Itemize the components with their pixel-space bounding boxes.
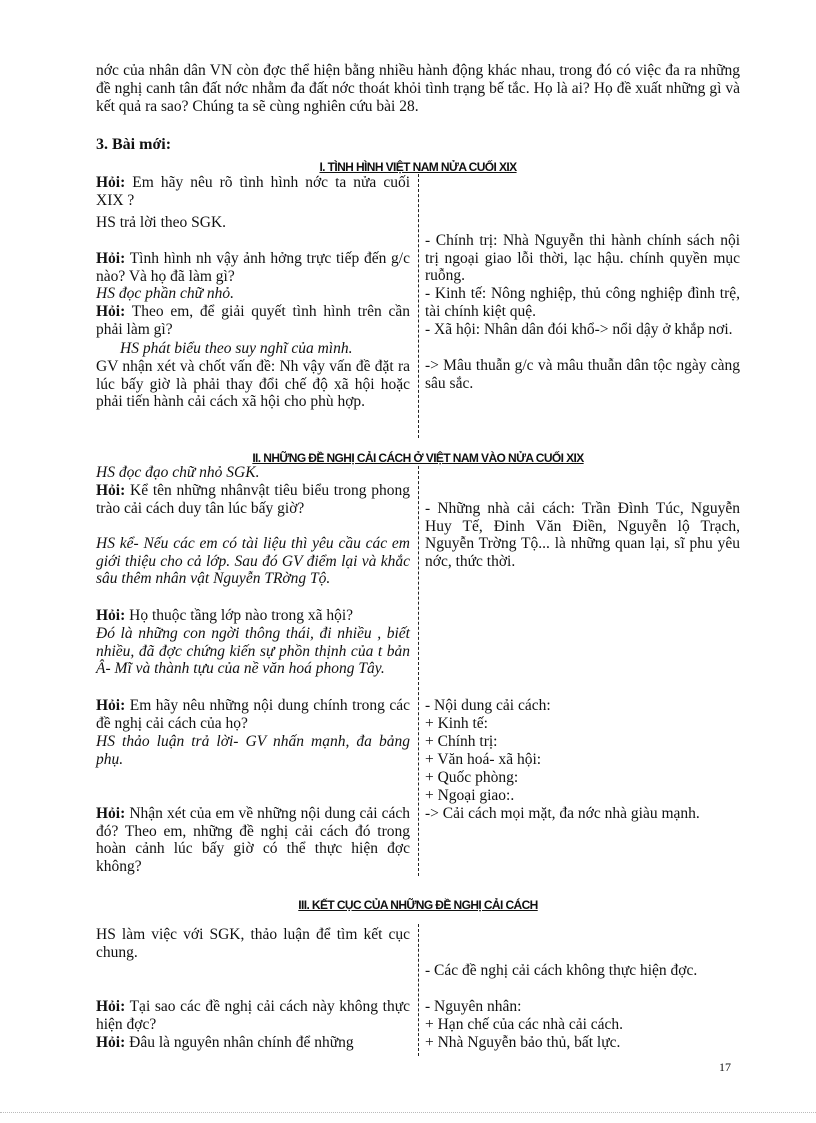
- student-activity: HS đọc phần chữ nhỏ.: [96, 285, 235, 302]
- student-activity: HS làm việc với SGK, thảo luận để tìm kết cục chung.: [96, 926, 410, 961]
- answer-result: - Các đề nghị cải cách không thực hiện đợc.: [425, 962, 698, 979]
- question-label: Hỏi:: [96, 303, 126, 320]
- answer-culture-society: + Văn hoá- xã hội:: [425, 751, 542, 768]
- section-2-left-column: [96, 464, 410, 876]
- answer-cause-1: + Hạn chế của các nhà cải cách.: [425, 1016, 624, 1033]
- question: [96, 303, 410, 338]
- answer-conclusion: -> Cải cách mọi mặt, đa nớc nhà giàu mạnh.: [425, 805, 700, 822]
- question-text: Em hãy nêu rõ tình hình nớc ta nửa cuối XIX ?: [96, 174, 410, 209]
- column-divider-1: [418, 174, 419, 438]
- section-1-right-column: [425, 174, 740, 436]
- section-3-title: III. KẾT CỤC CỦA NHỮNG ĐỀ NGHỊ CẢI CÁCH: [298, 898, 538, 912]
- column-divider-3: [418, 924, 419, 1056]
- question-label: Hỏi:: [96, 250, 126, 267]
- intro-text: nớc của nhân dân VN còn đợc thể hiện bằng nhiều hành động khác nhau, trong đó có việc đa ra những đề nghị canh tân đất nớc nhằm đa đất nớc thoát khỏi tình trạng bế tắc. Họ là ai? Họ đề xuất những gì và kết quả ra sao? Chúng ta sẽ cùng nghiên cứu bài 28.: [96, 62, 740, 115]
- page-bottom-rule: [0, 1112, 816, 1113]
- answer-defense: + Quốc phòng:: [425, 769, 519, 786]
- teacher-conclusion: GV nhận xét và chốt vấn đề: Nh vậy vấn đề đặt ra lúc bấy giờ là phải thay đổi chế độ xã hội hoặc phải tiến hành cải cách xã hội cho phù hợp.: [96, 358, 410, 410]
- question: [96, 1034, 410, 1052]
- answer-diplomacy: + Ngoại giao:.: [425, 787, 515, 804]
- question: [96, 998, 410, 1033]
- section-2-title: II. NHỮNG ĐỀ NGHỊ CẢI CÁCH Ở VIỆT NAM VÀO NỬA CUỐI XIX: [252, 451, 584, 465]
- question-label: Hỏi:: [96, 998, 126, 1015]
- student-activity: Đó là những con ngời thông thái, đi nhiều , biết nhiều, đã đợc chứng kiến sự phồn thịnh của t bản Â- Mĩ và thành tựu của nề văn hoá phong Tây.: [96, 625, 410, 677]
- question: [96, 482, 410, 517]
- student-activity: HS phát biểu theo suy nghĩ của mình.: [120, 340, 353, 357]
- question-text: Tình hình nh vậy ảnh hởng trực tiếp đến g/c nào? Và họ đã làm gì?: [96, 250, 410, 285]
- section-2-right-column: [425, 464, 740, 876]
- question-label: Hỏi:: [96, 1034, 126, 1051]
- question-text: Em hãy nêu những nội dung chính trong các đề nghị cải cách của họ?: [96, 697, 410, 732]
- section-3-right-column: [425, 926, 740, 1056]
- column-divider-2: [418, 466, 419, 876]
- student-activity: HS trả lời theo SGK.: [96, 214, 227, 231]
- question-label: Hỏi:: [96, 482, 126, 499]
- question-text: Kể tên những nhânvật tiêu biểu trong phong trào cải cách duy tân lúc bấy giờ?: [96, 482, 410, 517]
- question-label: Hỏi:: [96, 697, 126, 714]
- section-3-left-column: [96, 926, 410, 1056]
- student-activity: HS thảo luận trả lời- GV nhấn mạnh, đa bảng phụ.: [96, 733, 410, 768]
- answer-economy: - Kinh tế: Nông nghiệp, thủ công nghiệp đình trệ, tài chính kiệt quệ.: [425, 285, 740, 320]
- answer-economy: + Kinh tế:: [425, 715, 488, 732]
- page-number: 17: [719, 1060, 731, 1074]
- question-text: Nhận xét của em về những nội dung cải cách đó? Theo em, những đề nghị cải cách đó trong hoàn cảnh lúc bấy giờ có thể thực hiện đợc không?: [96, 805, 410, 875]
- question-label: Hỏi:: [96, 607, 126, 624]
- student-activity: HS kể- Nếu các em có tài liệu thì yêu cầu các em giới thiệu cho cả lớp. Sau đó GV điểm lại và khắc sâu thêm nhân vật Nguyễn TRờng Tộ.: [96, 535, 410, 587]
- answer-content: - Nội dung cải cách:: [425, 697, 551, 714]
- section-1-left-column: [96, 174, 410, 436]
- question: [96, 250, 410, 285]
- new-lesson-heading: 3. Bài mới:: [96, 136, 172, 153]
- answer-politics: - Chính trị: Nhà Nguyễn thi hành chính sách nội trị ngoại giao lỗi thời, lạc hậu. chính quyền mục ruỗng.: [425, 232, 740, 284]
- answer-society: - Xã hội: Nhân dân đói khổ-> nổi dậy ở khắp nơi.: [425, 321, 733, 338]
- answer-politics: + Chính trị:: [425, 733, 498, 750]
- student-activity: HS đọc đạo chữ nhỏ SGK.: [96, 464, 260, 481]
- question-text: Tại sao các đề nghị cải cách này không thực hiện đợc?: [96, 998, 410, 1033]
- question-text: Họ thuộc tầng lớp nào trong xã hội?: [125, 607, 354, 624]
- answer-cause-2: + Nhà Nguyễn bảo thủ, bất lực.: [425, 1034, 621, 1051]
- question: [96, 805, 410, 875]
- question-label: Hỏi:: [96, 174, 126, 191]
- answer-reformers: - Những nhà cải cách: Trần Đình Túc, Nguyễn Huy Tế, Đinh Văn Điền, Nguyễn lộ Trạch, Nguyễn Trờng Tộ... là những quan lại, sĩ phu yêu nớc, thức thời.: [425, 500, 740, 570]
- section-1-title: I. TÌNH HÌNH VIỆT NAM NỬA CUỐI XIX: [319, 160, 517, 174]
- intro-paragraph: [96, 62, 740, 116]
- answer-conclusion: -> Mâu thuẫn g/c và mâu thuẫn dân tộc ngày càng sâu sắc.: [425, 357, 740, 392]
- question: [96, 697, 410, 732]
- question: [96, 607, 410, 625]
- question: [96, 174, 410, 209]
- question-text: Theo em, để giải quyết tình hình trên cần phải làm gì?: [96, 303, 410, 338]
- question-label: Hỏi:: [96, 805, 126, 822]
- question-text: Đâu là nguyên nhân chính để những: [125, 1034, 354, 1051]
- answer-causes: - Nguyên nhân:: [425, 998, 522, 1015]
